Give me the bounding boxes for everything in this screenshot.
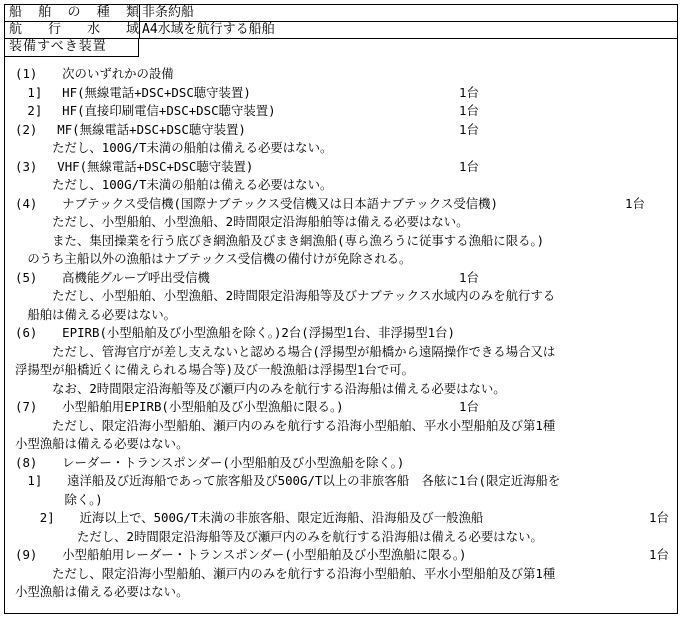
equipment-count: 1台 bbox=[649, 547, 669, 562]
equipment-text-line: ただし、小型船舶、小型漁船、2時間限定沿海船等及びナブテックス水域内のみを航行する bbox=[15, 288, 556, 303]
ship-type-label bbox=[9, 5, 143, 21]
label-char: 航 bbox=[9, 22, 23, 37]
equipment-text-line: (7) 小型船舶用EPIRB(小型船舶及び小型漁船に限る。) bbox=[15, 399, 344, 414]
header-row-required-equipment bbox=[5, 39, 139, 57]
label-char: 域 bbox=[125, 22, 139, 37]
required-equipment-label: 装備すべき装置 bbox=[9, 39, 107, 54]
header-row-navigation-area bbox=[5, 22, 677, 39]
equipment-text-line: 2] 近海以上で、500G/T未満の非旅客船、限定近海船、沿海船及び一般漁船 bbox=[15, 510, 484, 525]
equipment-text-line: 浮揚型が船橋近くに備えられる場合等)及び一般漁船は浮揚型1台で可。 bbox=[15, 362, 415, 377]
equipment-text-line: 1] HF(無線電話+DSC+DSC聴守装置) bbox=[15, 84, 251, 100]
label-char: 舶 bbox=[38, 5, 52, 20]
label-char: 行 bbox=[47, 22, 61, 37]
equipment-count: 1台 bbox=[459, 84, 479, 100]
label-char: 種 bbox=[96, 5, 110, 20]
equipment-count: 1台 bbox=[459, 269, 479, 285]
header-row-ship-type bbox=[5, 5, 677, 22]
equipment-text-line: ただし、100G/T未満の船舶は備える必要はない。 bbox=[15, 177, 333, 192]
label-char: 船 bbox=[9, 5, 23, 20]
equipment-text-line: (3) VHF(無線電話+DSC+DSC聴守装置) bbox=[15, 158, 254, 174]
equipment-text-line: ただし、2時間限定沿海船等及び瀬戸内のみを航行する沿海船は備える必要はない。 bbox=[15, 528, 543, 544]
equipment-count: 1台 bbox=[649, 510, 669, 525]
equipment-text-line: 小型漁船は備える必要はない。 bbox=[15, 436, 189, 451]
equipment-text-line: 1] 遠洋船及び近海船であって旅客船及び500G/T以上の非旅客船 各舷に1台(限定近海船を bbox=[15, 473, 561, 488]
equipment-text-line: ただし、限定沿海小型船舶、瀬戸内のみを航行する沿海小型船舶、平水小型船舶及び第1種 bbox=[15, 565, 556, 581]
equipment-text-line: 小型漁船は備える必要はない。 bbox=[15, 584, 189, 599]
document-frame bbox=[4, 4, 678, 614]
equipment-text-line: ただし、小型船舶、小型漁船、2時間限定沿海船舶等は備える必要はない。 bbox=[15, 214, 469, 229]
equipment-text-line: ただし、管海官庁が差し支えないと認める場合(浮揚型が船橋から遠隔操作できる場合又は bbox=[15, 343, 556, 359]
equipment-text-line: (1) 次のいずれかの設備 bbox=[15, 66, 174, 81]
navigation-area-label bbox=[9, 22, 143, 38]
equipment-text-line: なお、2時間限定沿海船等及び瀬戸内のみを航行する沿海船は備える必要はない。 bbox=[15, 380, 506, 396]
equipment-text-line: (6) EPIRB(小型船舶及び小型漁船を除く。)2台(浮揚型1台、非浮揚型1台) bbox=[15, 325, 455, 340]
equipment-text-line: 2] HF(直接印刷電信+DSC+DSC聴守装置) bbox=[15, 103, 276, 118]
equipment-text-line: ただし、限定沿海小型船舶、瀬戸内のみを航行する沿海小型船舶、平水小型船舶及び第1種 bbox=[15, 417, 556, 433]
equipment-text-line: (9) 小型船舶用レーダー・トランスポンダー(小型船舶及び小型漁船に限る。) bbox=[15, 547, 467, 562]
label-char: 水 bbox=[86, 22, 100, 37]
equipment-count: 1台 bbox=[459, 121, 479, 137]
label-char: 類 bbox=[125, 5, 139, 20]
navigation-area-value: A4水域を航行する船舶 bbox=[142, 22, 275, 37]
equipment-count: 1台 bbox=[459, 103, 479, 118]
equipment-text-line: 除く。) bbox=[15, 491, 103, 507]
equipment-count: 1台 bbox=[459, 399, 479, 414]
equipment-text-line: (8) レーダー・トランスポンダー(小型船舶及び小型漁船を除く。) bbox=[15, 454, 405, 470]
equipment-text-line: また、集団操業を行う底びき網漁船及びまき網漁船(専ら漁ろうに従事する漁船に限る。) bbox=[15, 232, 545, 248]
equipment-count: 1台 bbox=[625, 195, 645, 211]
column-divider bbox=[139, 5, 140, 21]
equipment-text-line: のうち主船以外の漁船はナブテックス受信機の備付けが免除される。 bbox=[15, 251, 412, 266]
equipment-text-line: (5) 高機能グループ呼出受信機 bbox=[15, 269, 210, 285]
equipment-text-line: (4) ナブテックス受信機(国際ナブテックス受信機又は日本語ナブテックス受信機) bbox=[15, 195, 498, 211]
column-divider bbox=[139, 22, 140, 38]
equipment-text-line: 船舶は備える必要はない。 bbox=[15, 306, 177, 322]
equipment-text-line: (2) MF(無線電話+DSC+DSC聴守装置) bbox=[15, 121, 246, 137]
equipment-text-line: ただし、100G/T未満の船舶は備える必要はない。 bbox=[15, 140, 333, 155]
equipment-count: 1台 bbox=[459, 158, 479, 174]
label-char: の bbox=[67, 5, 81, 20]
ship-type-value: 非条約船 bbox=[142, 5, 195, 20]
